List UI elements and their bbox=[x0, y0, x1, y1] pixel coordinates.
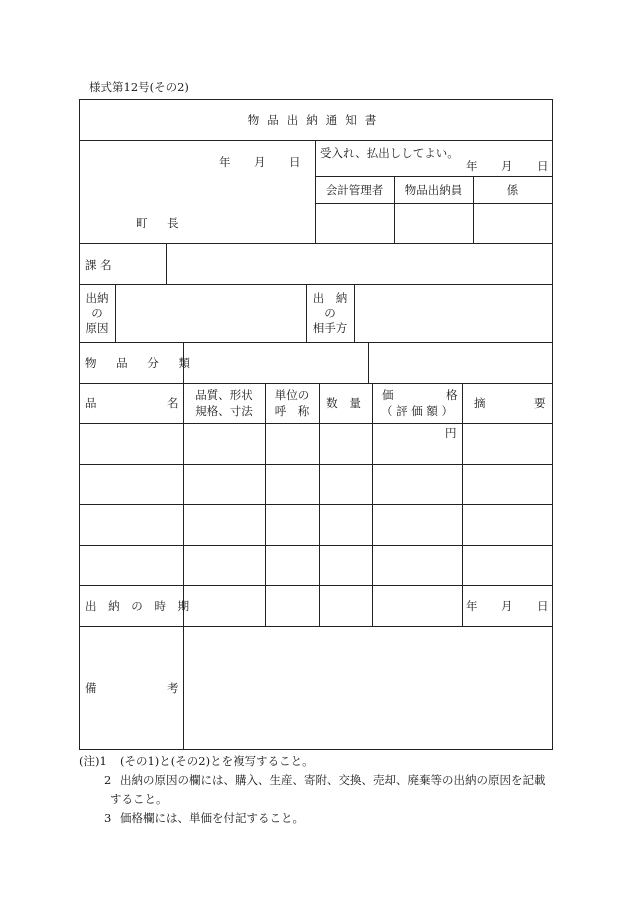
approval-year: 年 bbox=[466, 159, 478, 173]
period-month: 月 bbox=[501, 599, 513, 613]
counterparty-label-2: の bbox=[324, 306, 336, 320]
footnote-1-text: (その1)と(その2)とを複写すること。 bbox=[120, 754, 314, 768]
header-price-2: 格 bbox=[446, 388, 458, 402]
delivery-notice-form bbox=[79, 99, 553, 750]
classification-label: 物 品 分 類 bbox=[85, 356, 198, 370]
counterparty-label-1: 出 納 bbox=[312, 291, 348, 305]
footnote-1-num: (注)1 bbox=[79, 754, 107, 768]
reason-label-3: 原因 bbox=[85, 321, 109, 335]
section-label: 課 名 bbox=[85, 258, 112, 272]
notes-label-2: 考 bbox=[167, 681, 179, 695]
period-day: 日 bbox=[537, 599, 549, 613]
header-qty: 数 量 bbox=[326, 396, 365, 410]
footnote-2-num: 2 bbox=[104, 773, 112, 787]
form-number: 様式第12号(その2) bbox=[89, 80, 189, 94]
period-year: 年 bbox=[466, 599, 478, 613]
approval-day: 日 bbox=[537, 159, 549, 173]
footnote-2-continued: すること。 bbox=[110, 792, 168, 806]
signer-goods-officer: 物品出納員 bbox=[404, 183, 463, 197]
signer-accounting-manager: 会計管理者 bbox=[325, 183, 384, 197]
approval-text: 受入れ、払出ししてよい。 bbox=[320, 146, 459, 160]
approval-month: 月 bbox=[501, 159, 513, 173]
header-price-1: 価 bbox=[382, 388, 394, 402]
reason-label-2: の bbox=[91, 306, 103, 320]
form-title: 物品出納通知書 bbox=[247, 113, 385, 127]
signer-clerk: 係 bbox=[506, 183, 519, 197]
counterparty-label-3: 相手方 bbox=[312, 321, 348, 335]
reason-label-1: 出納 bbox=[85, 291, 109, 305]
date-day: 日 bbox=[289, 155, 301, 169]
footnote-3-text: 価格欄には、単価を付記すること。 bbox=[120, 811, 304, 825]
footnote-2-text: 出納の原因の欄には、購入、生産、寄附、交換、売却、廃棄等の出納の原因を記載 bbox=[120, 773, 546, 787]
currency-unit: 円 bbox=[445, 426, 457, 440]
header-unit-1: 単位の bbox=[274, 388, 310, 402]
date-year: 年 bbox=[219, 155, 231, 169]
header-item-1: 品 bbox=[85, 396, 97, 410]
date-month: 月 bbox=[254, 155, 266, 169]
header-price-3: （ 評 価 額 ） bbox=[380, 404, 454, 418]
header-unit-2: 呼 称 bbox=[274, 404, 310, 418]
header-quality-2: 規格、寸法 bbox=[195, 404, 253, 418]
period-label: 出 納 の 時 期 bbox=[85, 599, 194, 613]
mayor-label: 町 長 bbox=[136, 216, 187, 230]
header-item-2: 名 bbox=[167, 396, 179, 410]
header-remarks-1: 摘 bbox=[474, 396, 486, 410]
notes-label-1: 備 bbox=[85, 681, 97, 695]
footnote-3-num: 3 bbox=[104, 811, 112, 825]
header-quality-1: 品質、形状 bbox=[195, 388, 253, 402]
header-remarks-2: 要 bbox=[534, 396, 546, 410]
